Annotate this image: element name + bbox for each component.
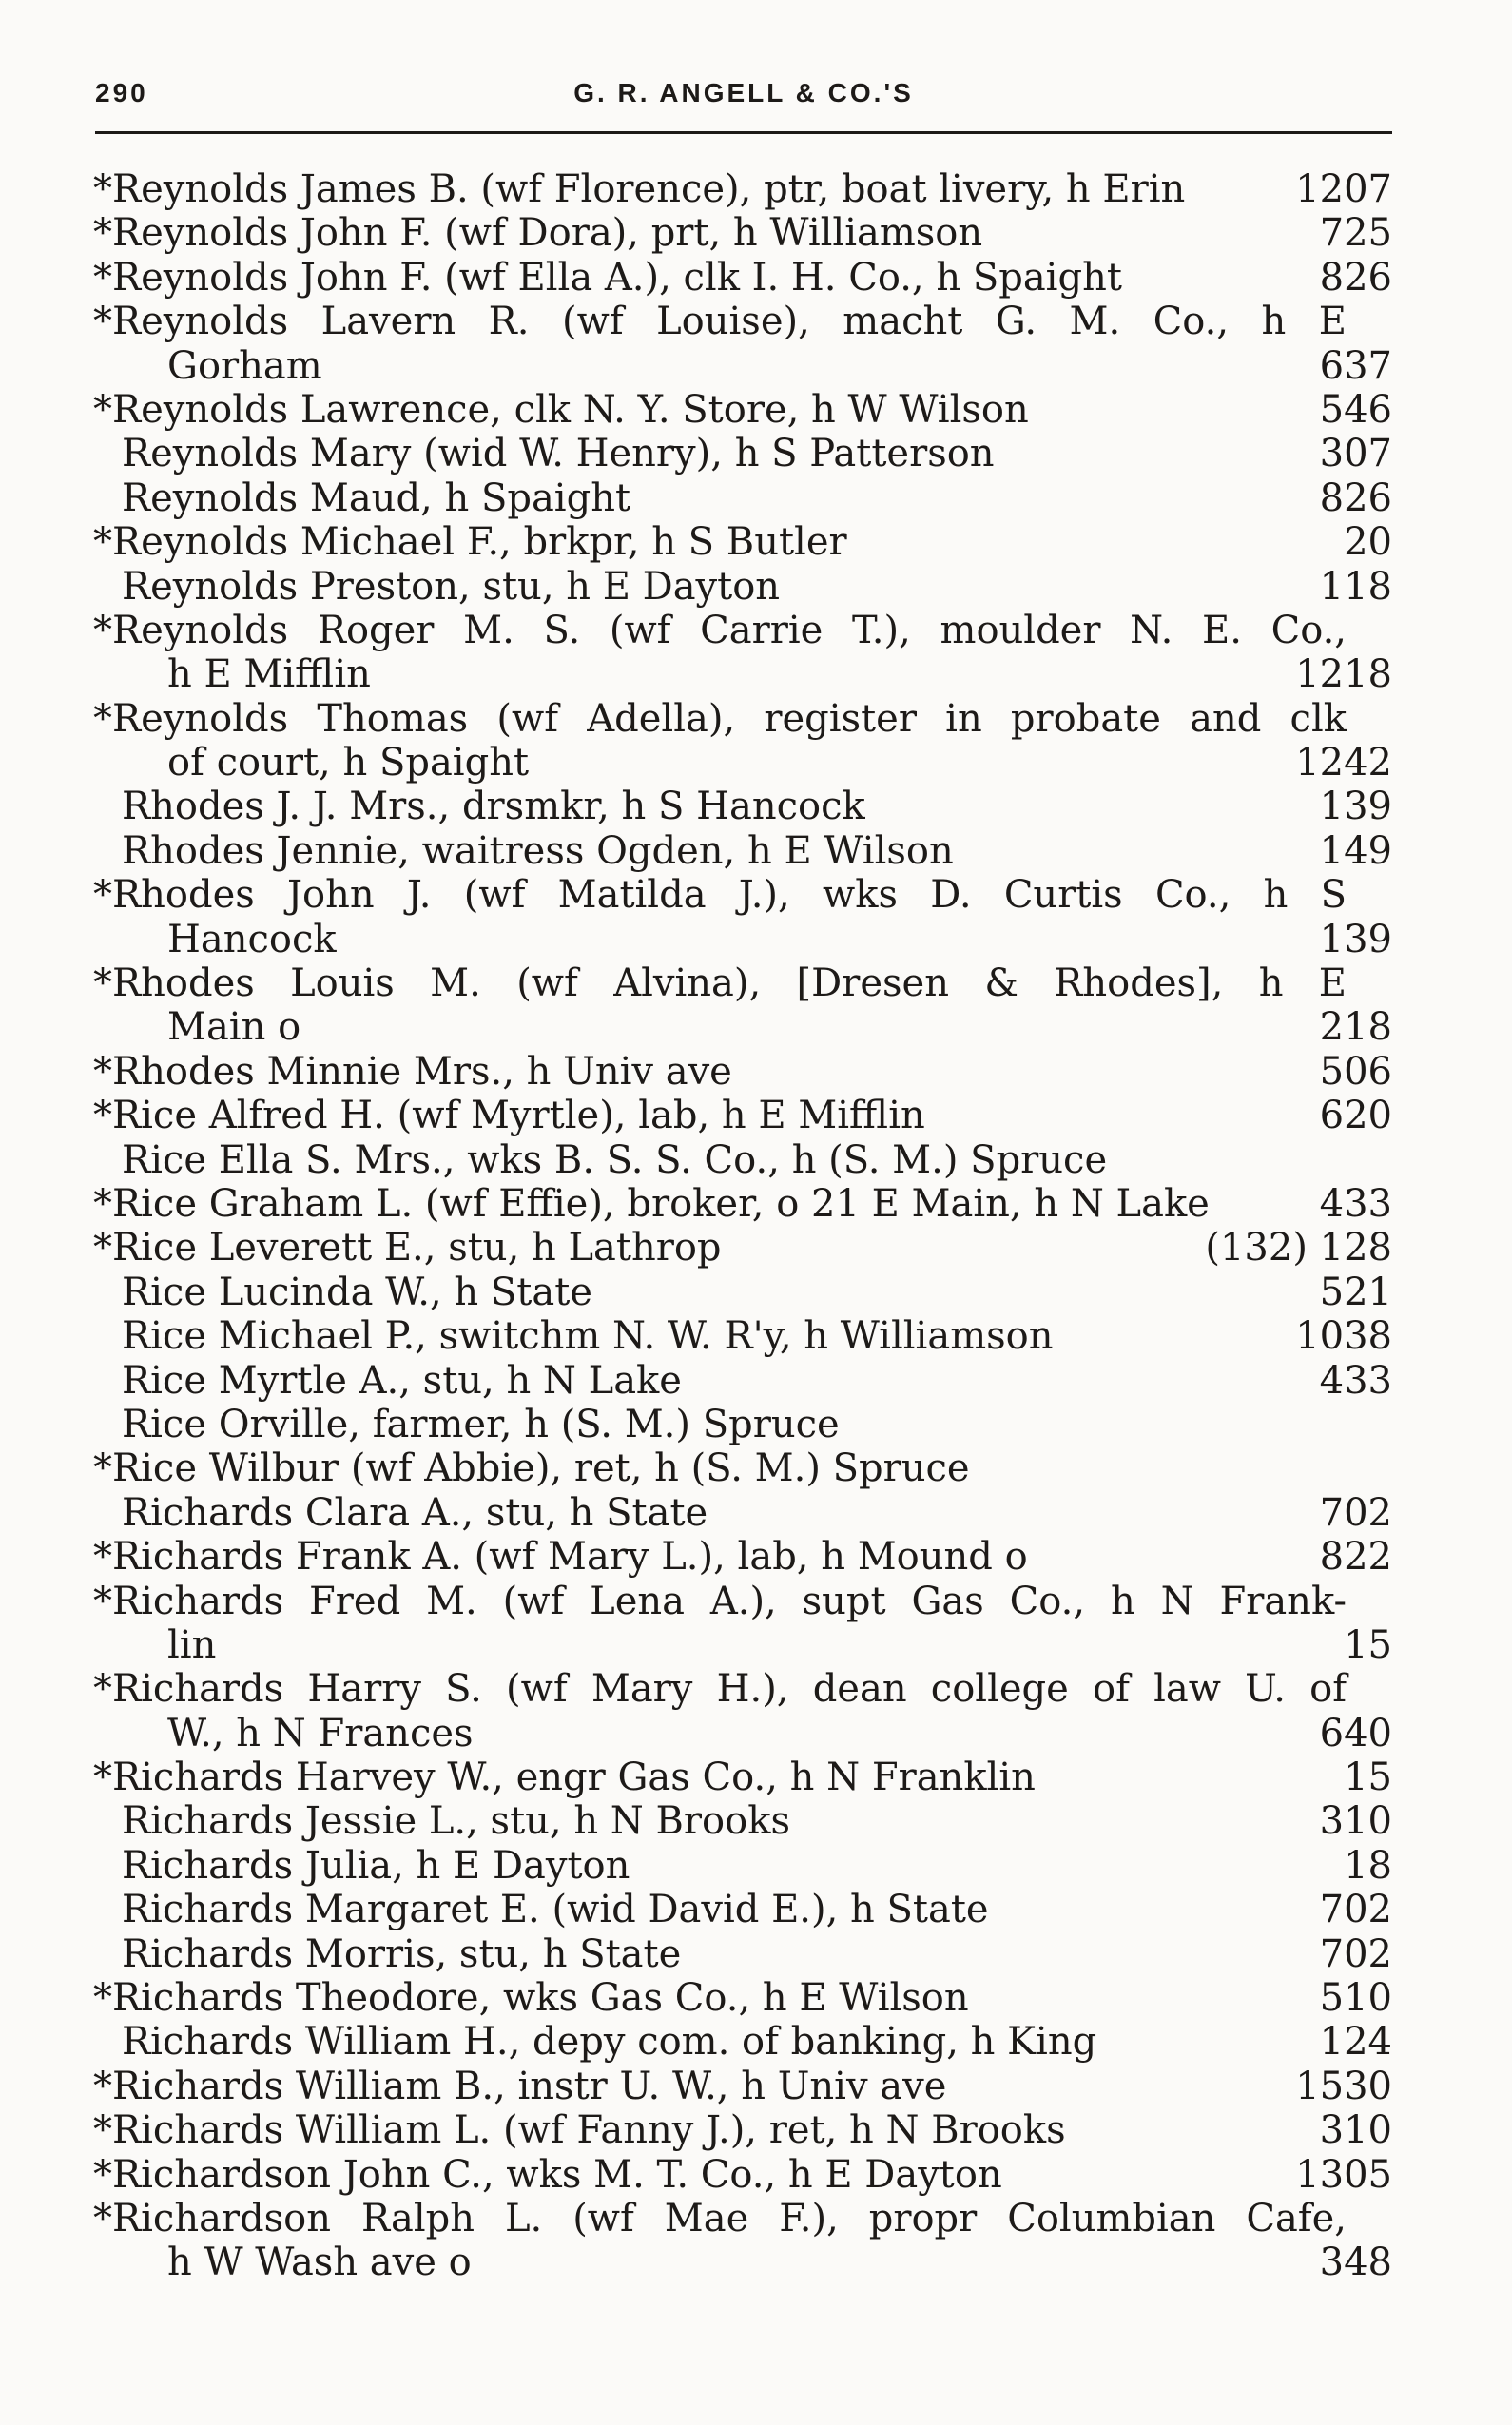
directory-line [93, 829, 1392, 873]
house-number: 725 [1319, 211, 1392, 256]
directory-line [93, 1712, 1392, 1756]
house-number: 139 [1319, 785, 1392, 829]
directory-line [93, 211, 1392, 255]
directory-line [93, 1138, 1392, 1182]
directory-line [93, 1094, 1392, 1137]
running-title: G. R. ANGELL & CO.'S [573, 78, 914, 107]
entry-text: *Rice Leverett E., stu, h Lathrop [93, 1226, 722, 1271]
house-number: 506 [1319, 1049, 1392, 1094]
entry-text: Rice Lucinda W., h State [122, 1270, 592, 1314]
entry-text: *Richards William B., instr U. W., h Univ ave [93, 2064, 947, 2108]
directory-line [93, 1580, 1392, 1623]
directory-line [93, 476, 1392, 520]
entry-text: lin [167, 1622, 217, 1667]
directory-line [93, 1667, 1392, 1711]
entry-text: Richards Jessie L., stu, h N Brooks [122, 1799, 790, 1844]
entry-text: Rice Michael P., switchm N. W. R'y, h Williamson [122, 1314, 1054, 1359]
entry-text: *Richards Frank A. (wf Mary L.), lab, h Mound o [93, 1535, 1028, 1580]
house-number: 521 [1319, 1270, 1392, 1314]
directory-line [93, 256, 1392, 300]
directory-line [93, 344, 1392, 388]
entry-text: *Reynolds James B. (wf Florence), ptr, boat livery, h Erin [93, 167, 1186, 211]
entry-text: *Richards Harry S. (wf Mary H.), dean college of law U. of [93, 1667, 1347, 1712]
house-number: 1530 [1295, 2064, 1392, 2108]
entry-text: h E Mifflin [167, 652, 371, 697]
entry-text: *Reynolds John F. (wf Ella A.), clk I. H. Co., h Spaight [93, 255, 1122, 300]
header-rule [95, 131, 1392, 134]
entry-text: Reynolds Maud, h Spaight [122, 475, 631, 520]
house-number: 702 [1319, 1490, 1392, 1535]
entry-text: *Richards Theodore, wks Gas Co., h E Wilson [93, 1976, 969, 2021]
directory-line [93, 1446, 1392, 1490]
directory-line [93, 2197, 1392, 2241]
house-number: 637 [1319, 343, 1392, 388]
entry-text: *Richards William L. (wf Fanny J.), ret, h N Brooks [93, 2108, 1066, 2153]
page-number: 290 [95, 78, 148, 107]
directory-line [93, 918, 1392, 961]
directory-line [93, 520, 1392, 564]
house-number: 20 [1344, 520, 1392, 565]
directory-line [93, 1535, 1392, 1579]
entry-text: *Reynolds Thomas (wf Adella), register in probate and clk [93, 696, 1347, 741]
directory-line [93, 432, 1392, 475]
directory-line [93, 300, 1392, 343]
entry-text: h W Wash ave o [167, 2241, 472, 2285]
house-number: 1242 [1295, 741, 1392, 786]
directory-line [93, 167, 1392, 211]
entry-text: Main o [167, 1005, 301, 1050]
directory-line [93, 1844, 1392, 1888]
directory-line [93, 1359, 1392, 1403]
directory-line [93, 961, 1392, 1005]
directory-line [93, 1932, 1392, 1976]
entry-text: *Rhodes Louis M. (wf Alvina), [Dresen & Rhodes], h E [93, 961, 1347, 1006]
entry-text: *Reynolds Lawrence, clk N. Y. Store, h W Wilson [93, 387, 1029, 432]
entry-text: Rhodes J. J. Mrs., drsmkr, h S Hancock [122, 785, 865, 829]
house-number: (132) 128 [1205, 1226, 1392, 1271]
entry-text: *Reynolds John F. (wf Dora), prt, h Williamson [93, 211, 983, 256]
directory-line [93, 1226, 1392, 1270]
house-number: 702 [1319, 1888, 1392, 1932]
house-number: 433 [1319, 1358, 1392, 1403]
entry-text: *Rice Graham L. (wf Effie), broker, o 21 E Main, h N Lake [93, 1181, 1210, 1226]
directory-line [93, 1403, 1392, 1446]
house-number: 15 [1344, 1622, 1392, 1667]
entry-text: Hancock [167, 917, 337, 961]
house-number: 822 [1319, 1535, 1392, 1580]
house-number: 218 [1319, 1005, 1392, 1050]
directory-line [93, 2065, 1392, 2108]
house-number: 18 [1344, 1843, 1392, 1888]
directory-line [93, 609, 1392, 652]
house-number: 1207 [1295, 167, 1392, 211]
entry-text: Reynolds Mary (wid W. Henry), h S Patterson [122, 432, 995, 476]
house-number: 118 [1319, 564, 1392, 609]
entry-text: Rice Myrtle A., stu, h N Lake [122, 1358, 682, 1403]
entry-text: *Reynolds Roger M. S. (wf Carrie T.), moulder N. E. Co., [93, 608, 1347, 652]
directory-line [93, 1491, 1392, 1535]
directory-line [93, 1050, 1392, 1094]
page-header [95, 78, 1392, 116]
entry-text: *Richardson John C., wks M. T. Co., h E Dayton [93, 2152, 1002, 2197]
entry-text: *Rice Alfred H. (wf Myrtle), lab, h E Mifflin [93, 1094, 925, 1138]
directory-line [93, 2153, 1392, 2197]
entry-text: *Rhodes John J. (wf Matilda J.), wks D. Curtis Co., h S [93, 873, 1347, 918]
directory-line [93, 1271, 1392, 1314]
directory-line [93, 741, 1392, 785]
house-number: 310 [1319, 2108, 1392, 2153]
entry-text: *Reynolds Michael F., brkpr, h S Butler [93, 520, 847, 565]
entry-text: W., h N Frances [167, 1711, 474, 1756]
directory-line [93, 1005, 1392, 1049]
entry-text: of court, h Spaight [167, 741, 530, 786]
directory-line [93, 1888, 1392, 1931]
house-number: 1218 [1295, 652, 1392, 697]
directory-line [93, 1623, 1392, 1667]
directory-line [93, 388, 1392, 432]
directory-listing [93, 167, 1392, 2285]
entry-text: *Richards Harvey W., engr Gas Co., h N Franklin [93, 1756, 1036, 1800]
entry-text: Rice Orville, farmer, h (S. M.) Spruce [122, 1402, 840, 1446]
directory-line [93, 652, 1392, 696]
directory-line [93, 1976, 1392, 2020]
house-number: 620 [1319, 1094, 1392, 1138]
entry-text: *Richardson Ralph L. (wf Mae F.), propr Columbian Cafe, [93, 2196, 1347, 2241]
house-number: 348 [1319, 2241, 1392, 2285]
directory-line [93, 2241, 1392, 2284]
directory-line [93, 2020, 1392, 2064]
entry-text: Reynolds Preston, stu, h E Dayton [122, 564, 781, 609]
directory-line [93, 873, 1392, 917]
house-number: 124 [1319, 2020, 1392, 2065]
directory-line [93, 1182, 1392, 1226]
house-number: 510 [1319, 1976, 1392, 2021]
directory-line [93, 565, 1392, 609]
house-number: 826 [1319, 255, 1392, 300]
entry-text: Richards Morris, stu, h State [122, 1931, 682, 1976]
house-number: 139 [1319, 917, 1392, 961]
house-number: 310 [1319, 1799, 1392, 1844]
house-number: 546 [1319, 387, 1392, 432]
entry-text: Richards Margaret E. (wid David E.), h State [122, 1888, 989, 1932]
entry-text: *Reynolds Lavern R. (wf Louise), macht G. M. Co., h E [93, 300, 1347, 344]
house-number: 307 [1319, 432, 1392, 476]
entry-text: *Rhodes Minnie Mrs., h Univ ave [93, 1049, 732, 1094]
directory-line [93, 785, 1392, 828]
entry-text: *Richards Fred M. (wf Lena A.), supt Gas Co., h N Frank- [93, 1579, 1347, 1623]
house-number: 15 [1344, 1756, 1392, 1800]
entry-text: *Rice Wilbur (wf Abbie), ret, h (S. M.) Spruce [93, 1446, 970, 1491]
house-number: 640 [1319, 1711, 1392, 1756]
directory-line [93, 697, 1392, 741]
house-number: 702 [1319, 1931, 1392, 1976]
entry-text: Rice Ella S. Mrs., wks B. S. S. Co., h (S. M.) Spruce [122, 1137, 1108, 1182]
directory-line [93, 2108, 1392, 2152]
house-number: 826 [1319, 475, 1392, 520]
entry-text: Richards William H., depy com. of banking, h King [122, 2020, 1097, 2065]
entry-text: Rhodes Jennie, waitress Ogden, h E Wilson [122, 828, 954, 873]
entry-text: Richards Clara A., stu, h State [122, 1490, 708, 1535]
directory-line [93, 1756, 1392, 1799]
house-number: 1305 [1295, 2152, 1392, 2197]
house-number: 1038 [1295, 1314, 1392, 1359]
entry-text: Richards Julia, h E Dayton [122, 1843, 630, 1888]
directory-line [93, 1314, 1392, 1358]
house-number: 149 [1319, 828, 1392, 873]
entry-text: Gorham [167, 343, 322, 388]
house-number: 433 [1319, 1181, 1392, 1226]
directory-line [93, 1799, 1392, 1843]
